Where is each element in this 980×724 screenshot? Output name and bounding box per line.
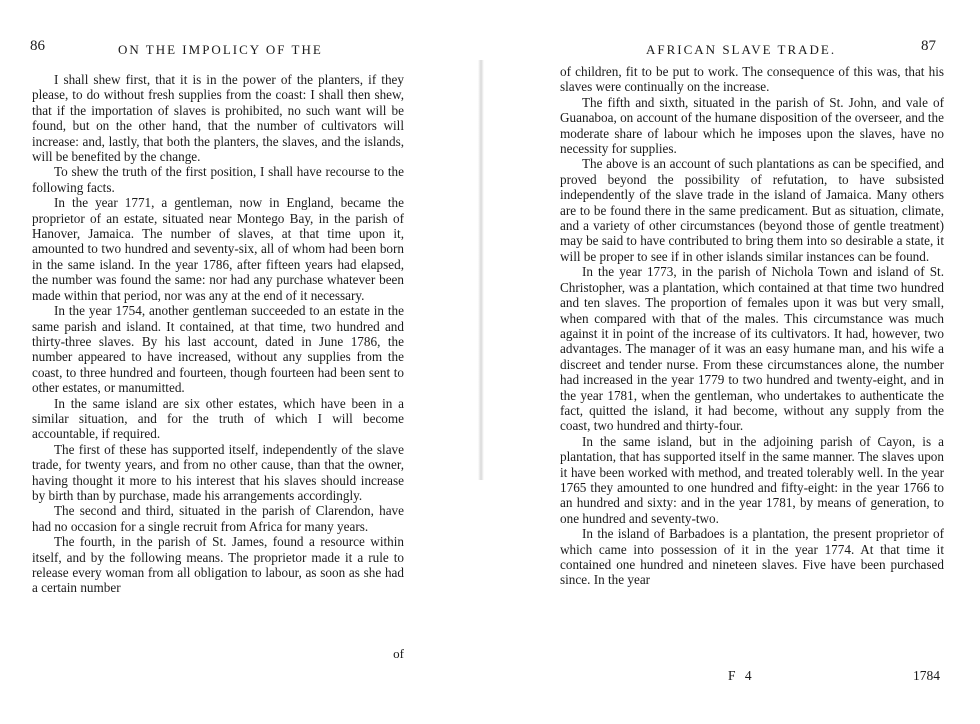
paragraph: I shall shew first, that it is in the power of the planters, if they please, to do without fresh supplies from the coast: I shall then shew, that if the importation of slaves is prohibited, no such want will be found, but on the other hand, that the number of cultivators will increase: and, lastly, that both the planters, the slaves, and the islands, will be benefited by the change.	[32, 72, 404, 165]
paragraph: The above is an account of such plantations as can be specified, and proved beyond the possibility of refutation, to have subsisted independently of the slave trade in the island of Jamaica. Many others are to be found there in the same predicament. But as situation, climate, and a variety of other circumstances (beyond those of gentle treatment) may be said to have contributed to bring them into so desirable a state, it will be proper to see if in other islands similar instances can be found.	[560, 156, 944, 264]
left-page-number: 86	[30, 38, 45, 54]
paragraph: In the year 1754, another gentleman succeeded to an estate in the same parish and island. It contained, at that time, two hundred and thirty-three slaves. By his last account, dated in June 1786, the number appeared to have increased, without any supplies from the coast, to three hundred and fourteen, though fourteen had been sent to other estates, or manumitted.	[32, 303, 404, 396]
right-running-title: AFRICAN SLAVE TRADE.	[646, 42, 837, 57]
left-running-title: ON THE IMPOLICY OF THE	[118, 42, 323, 57]
left-catchword: of	[393, 646, 404, 661]
paragraph: The first of these has supported itself, independently of the slave trade, for twenty years, and from no other cause, than that the owner, having thought it more to his interest that his slaves should increase by birth than by purchase, made his arrangements accordingly.	[32, 441, 404, 503]
paragraph: The fourth, in the parish of St. James, found a resource within itself, and by the following means. The proprietor made it a rule to release every woman from all obligation to labour, as soon as she had a certain number	[32, 534, 404, 596]
book-gutter	[478, 60, 484, 480]
right-page-footer	[540, 668, 980, 688]
right-catchword: 1784	[913, 668, 940, 683]
left-page-header	[22, 38, 462, 60]
paragraph: In the island of Barbadoes is a plantation, the present proprietor of which came into possession of it in the year 1774. At that time it contained one hundred and nineteen slaves. Five have been purchased since. In the year	[560, 526, 944, 588]
paragraph: of children, fit to be put to work. The consequence of this was, that his slaves were continually on the increase.	[560, 64, 944, 95]
signature-mark: F 4	[728, 668, 755, 683]
paragraph: The second and third, situated in the parish of Clarendon, have had no occasion for a single recruit from Africa for many years.	[32, 503, 404, 534]
paragraph: In the year 1773, in the parish of Nichola Town and island of St. Christopher, was a plantation, which contained at that time two hundred and ten slaves. The proportion of females upon it was but very small, when compared with that of the males. This circumstance was much against it in point of the increase of its cultivators. It had, however, two advantages. The manager of it was an easy humane man, and his wife a discreet and tender nurse. From these circumstances alone, the number had increased in the year 1779 to two hundred and twenty-eight, and in the year 1781, when the gentleman, who undertakes to authenticate the fact, quitted the island, it had become, without any supply from the coast, two hundred and thirty-four.	[560, 264, 944, 434]
paragraph: To shew the truth of the first position, I shall have recourse to the following facts.	[32, 164, 404, 195]
left-page-body	[32, 72, 404, 596]
right-page-body	[560, 64, 944, 588]
right-page	[540, 0, 980, 724]
right-page-header	[540, 38, 980, 60]
paragraph: In the year 1771, a gentleman, now in England, became the proprietor of an estate, situated near Montego Bay, in the parish of Hanover, Jamaica. The number of slaves, at that time upon it, amounted to two hundred and seventy-six, all of whom had been born in the same island. In the year 1786, after fifteen years had elapsed, the number was found the same: nor had any purchase whatever been made within that period, nor was any at the end of it necessary.	[32, 195, 404, 303]
right-page-number: 87	[921, 38, 936, 54]
paragraph: The fifth and sixth, situated in the parish of St. John, and vale of Guanaboa, on account of the humane disposition of the overseer, and the moderate share of labour which he imposes upon the slaves, have no necessity for supplies.	[560, 94, 944, 157]
left-page	[22, 0, 462, 724]
paragraph: In the same island, but in the adjoining parish of Cayon, is a plantation, that has supported itself in the same manner. The slaves upon it have been worked with method, and treated tolerably well. In the year 1765 they amounted to one hundred and fifty-eight: in the year 1766 to an hundred and sixty: and in the year 1781, by means of generation, to one hundred and seventy-two.	[560, 433, 944, 526]
paragraph: In the same island are six other estates, which have been in a similar situation, and for the truth of which I will become accountable, if required.	[32, 395, 404, 442]
